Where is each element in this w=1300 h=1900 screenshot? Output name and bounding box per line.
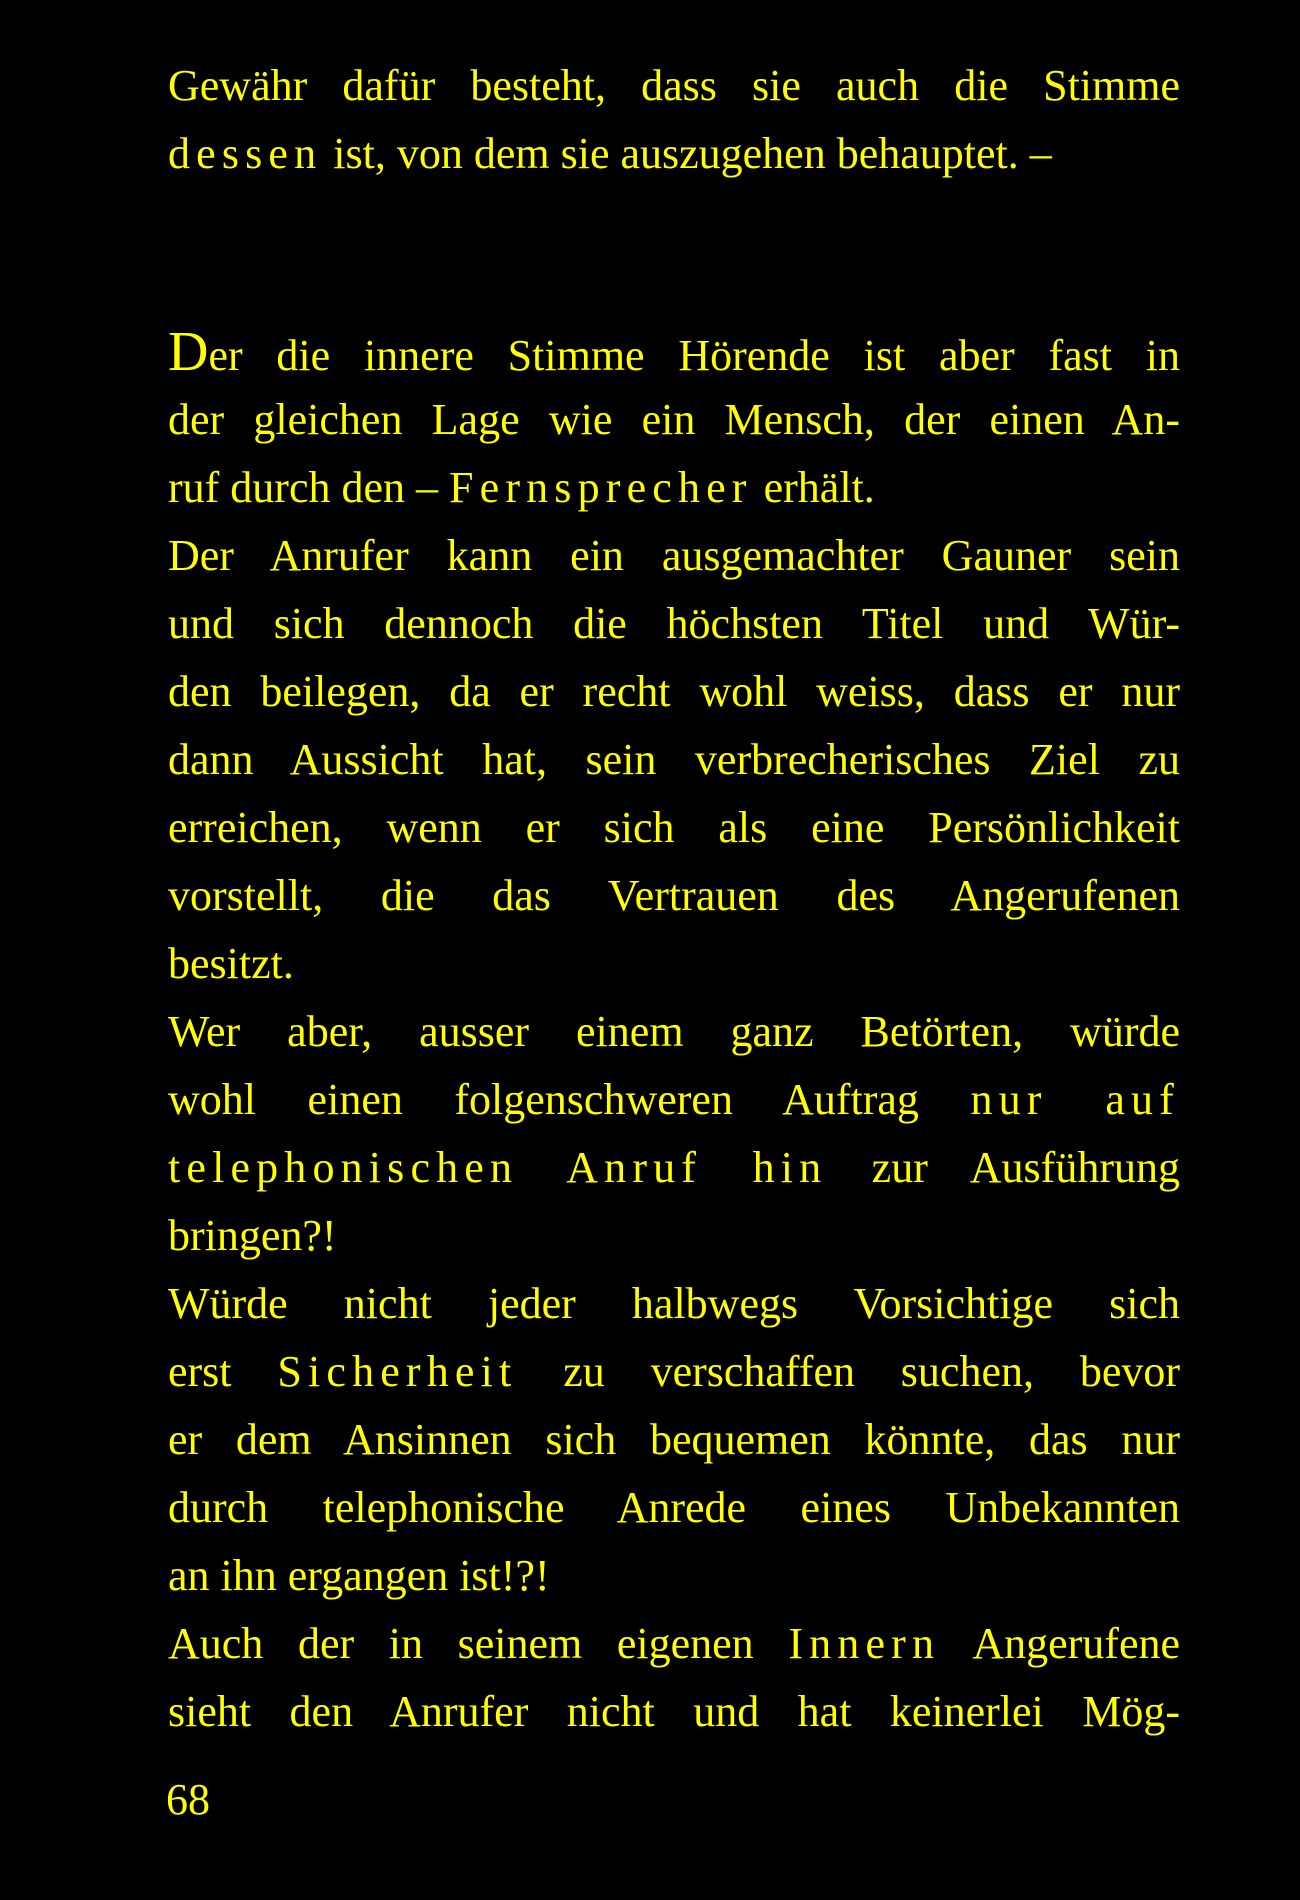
text-run: erhält. — [752, 463, 875, 512]
text-line — [168, 52, 1180, 120]
text-run: wohl einen folgenschweren Auftrag — [168, 1075, 971, 1124]
text-run: erreichen, wenn er sich als eine Persönlichkeit — [168, 803, 1180, 852]
text-run: erst — [168, 1347, 278, 1396]
text-run: sieht den Anrufer nicht und hat keinerlei Mög- — [168, 1687, 1180, 1736]
text-line — [168, 1066, 1180, 1134]
text-line — [168, 1338, 1180, 1406]
text-line — [168, 658, 1180, 726]
drop-cap: D — [168, 321, 209, 383]
text-line — [168, 1610, 1180, 1678]
text-run: durch telephonische Anrede eines Unbekannten — [168, 1483, 1180, 1532]
text-line — [168, 522, 1180, 590]
text-run: Würde nicht jeder halbwegs Vorsichtige sich — [168, 1279, 1180, 1328]
text-run: ist, von dem sie auszugehen behauptet. – — [322, 129, 1052, 178]
text-line — [168, 1202, 1180, 1270]
text-run: Der Anrufer kann ein ausgemachter Gauner sein — [168, 531, 1180, 580]
emphasized-word: Innern — [788, 1619, 941, 1668]
text-line — [168, 726, 1180, 794]
emphasized-word: Fernsprecher — [449, 463, 753, 512]
text-line — [168, 1406, 1180, 1474]
text-line — [168, 1270, 1180, 1338]
text-run: zu verschaffen suchen, bevor — [517, 1347, 1181, 1396]
text-line — [168, 318, 1180, 386]
page-number: 68 — [166, 1775, 210, 1824]
text-line — [168, 930, 1180, 998]
text-run: Auch der in seinem eigenen — [168, 1619, 789, 1668]
text-line — [168, 1134, 1180, 1202]
text-line — [168, 590, 1180, 658]
text-run: er die innere Stimme Hörende ist aber fast in — [208, 331, 1180, 380]
text-run: er dem Ansinnen sich bequemen könnte, das nur — [168, 1415, 1180, 1464]
emphasized-word: telephonischen Anruf hin — [168, 1143, 828, 1192]
emphasized-word: nur auf — [970, 1075, 1180, 1124]
text-run: an ihn ergangen ist!?! — [168, 1551, 550, 1600]
text-line — [168, 1542, 1180, 1610]
text-run: besitzt. — [168, 939, 294, 988]
text-line — [168, 794, 1180, 862]
text-line — [168, 454, 1180, 522]
text-line — [168, 1678, 1180, 1746]
text-run: bringen?! — [168, 1211, 337, 1260]
text-line — [168, 862, 1180, 930]
text-block-main — [168, 318, 1180, 1746]
text-run: ruf durch den – — [168, 463, 450, 512]
text-run: dann Aussicht hat, sein verbrecherisches Ziel zu — [168, 735, 1180, 784]
text-line — [168, 386, 1180, 454]
text-run: der gleichen Lage wie ein Mensch, der einen An- — [168, 395, 1180, 444]
text-run: den beilegen, da er recht wohl weiss, dass er nur — [168, 667, 1180, 716]
text-run: Gewähr dafür besteht, dass sie auch die Stimme — [168, 61, 1180, 110]
emphasized-word: Sicherheit — [277, 1347, 518, 1396]
text-line — [168, 120, 1180, 188]
text-run: zur Ausführung — [827, 1143, 1180, 1192]
text-run: vorstellt, die das Vertrauen des Angerufenen — [168, 871, 1180, 920]
text-run: und sich dennoch die höchsten Titel und Wür- — [168, 599, 1180, 648]
text-run: Wer aber, ausser einem ganz Betörten, würde — [168, 1007, 1180, 1056]
text-line — [168, 998, 1180, 1066]
emphasized-word: dessen — [168, 129, 323, 178]
text-block-top — [168, 52, 1180, 188]
text-line — [168, 1474, 1180, 1542]
text-run: Angerufene — [940, 1619, 1180, 1668]
